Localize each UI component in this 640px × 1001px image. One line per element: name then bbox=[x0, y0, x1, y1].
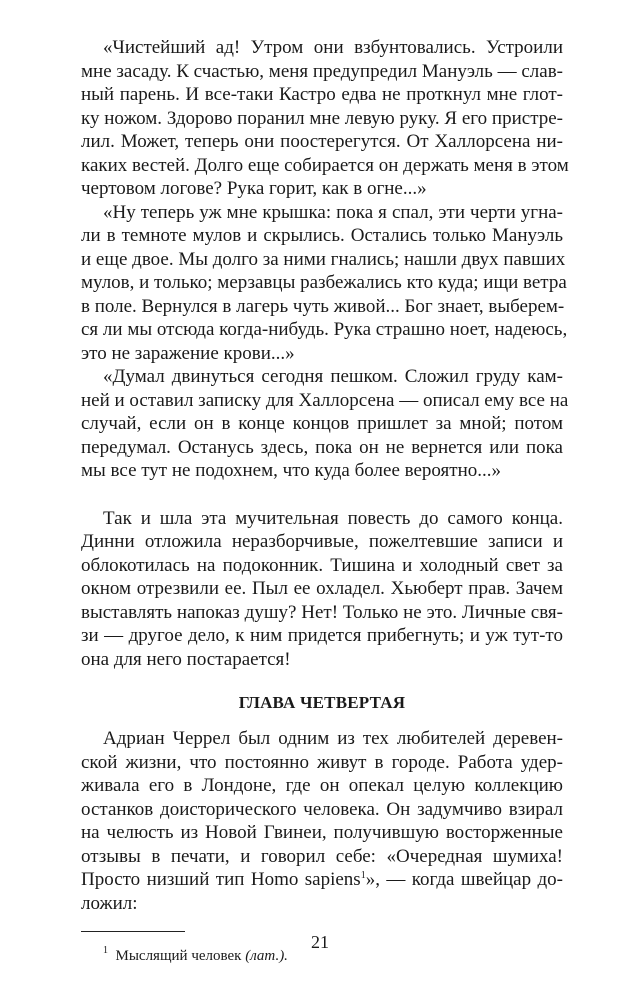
chapter-paragraph bbox=[81, 727, 563, 915]
text-line: отзывы в печати, и говорил себе: «Очередная шумиха! bbox=[81, 845, 563, 867]
text-line: Так и шла эта мучительная повесть до самого конца. bbox=[103, 507, 563, 529]
chapter-title: ГЛАВА ЧЕТВЕРТАЯ bbox=[238, 693, 406, 712]
text-line-with-footnote-ref bbox=[81, 868, 563, 892]
text-line: ней и оставил записку для Халлорсена — описал ему все на bbox=[81, 389, 569, 411]
text-line: «Чистейший ад! Утром они взбунтовались. Устроили bbox=[103, 37, 563, 58]
text-line: каких вестей. Долго еще собирается он держать меня в этом bbox=[81, 154, 569, 176]
page-body bbox=[81, 36, 569, 966]
footnote-text: Мыслящий человек bbox=[115, 948, 242, 964]
footnote-ref: 1 bbox=[360, 870, 366, 881]
text-span: Просто низший тип Homo sapiens bbox=[81, 869, 361, 890]
text-line: она для него постарается! bbox=[81, 648, 291, 670]
footnote-note: (лат.). bbox=[245, 948, 288, 964]
text-line: зи — другое дело, к ним придется прибегнуть; и уж тут-то bbox=[81, 625, 563, 646]
text-line: мулов, и только; мерзавцы разбежались кто куда; ищи ветра bbox=[81, 272, 567, 293]
text-line: мне засаду. К счастью, меня предупредил Мануэль — слав- bbox=[81, 60, 563, 82]
text-line: «Ну теперь уж мне крышка: пока я спал, эти черти угна- bbox=[103, 201, 563, 223]
text-line: ку ножом. Здорово поранил мне левую руку. Я его пристре- bbox=[81, 107, 563, 129]
text-line: ся ли мы отсюда когда-нибудь. Рука страшно ноет, надеюсь, bbox=[81, 319, 568, 340]
text-line: облокотилась на подоконник. Тишина и холодный свет за bbox=[81, 554, 563, 576]
text-line: чертовом логове? Рука горит, как в огне...» bbox=[81, 178, 427, 199]
text-line: ложил: bbox=[81, 892, 138, 914]
text-line: Адриан Черрел был одним из тех любителей деревен- bbox=[103, 728, 563, 749]
diary-entry-3 bbox=[81, 365, 569, 483]
text-line: и еще двое. Мы долго за ними гнались; нашли двух павших bbox=[81, 248, 566, 270]
narrative-paragraph bbox=[81, 507, 563, 672]
text-line: живала его в Лондоне, где он опекал целую коллекцию bbox=[81, 775, 563, 796]
text-line: случай, если он в конце концов пришлет за мной; потом bbox=[81, 413, 563, 434]
text-span: », — когда швейцар до- bbox=[365, 869, 563, 890]
text-line: выставлять напоказ душу? Нет! Только не это. Личные свя- bbox=[81, 601, 563, 623]
section-gap bbox=[81, 483, 563, 507]
page-number: 21 bbox=[311, 932, 329, 952]
text-line: ли в темноте мулов и скрылись. Остались только Мануэль bbox=[81, 225, 563, 246]
text-line: лил. Может, теперь они поостерегутся. От Халлорсена ни- bbox=[81, 131, 563, 152]
text-line: ской жизни, что постоянно живут в городе. Работа удер- bbox=[81, 751, 563, 773]
footnote-number: 1 bbox=[103, 945, 108, 956]
text-line: в поле. Вернулся в лагерь чуть живой... Бог знает, выберем- bbox=[81, 295, 565, 317]
text-line: ный парень. И все-таки Кастро едва не проткнул мне глот- bbox=[81, 84, 563, 105]
text-line: это не заражение крови...» bbox=[81, 342, 295, 364]
text-line: мы все тут не подохнем, что куда более вероятно...» bbox=[81, 460, 502, 481]
diary-entry-1 bbox=[81, 36, 569, 201]
text-line: останков доисторического человека. Он задумчиво взирал bbox=[81, 798, 563, 820]
text-line: на челюсть из Новой Гвинеи, получившую восторженные bbox=[81, 822, 563, 843]
diary-entry-2 bbox=[81, 201, 568, 366]
text-line: Динни отложила неразборчивые, пожелтевшие записи и bbox=[81, 531, 563, 552]
text-line: «Думал двинуться сегодня пешком. Сложил груду кам- bbox=[103, 366, 563, 387]
text-line: окном отрезвили ее. Пыл ее охладел. Хьюберт прав. Зачем bbox=[81, 578, 563, 599]
text-line: передумал. Останусь здесь, пока он не вернется или пока bbox=[81, 436, 563, 458]
